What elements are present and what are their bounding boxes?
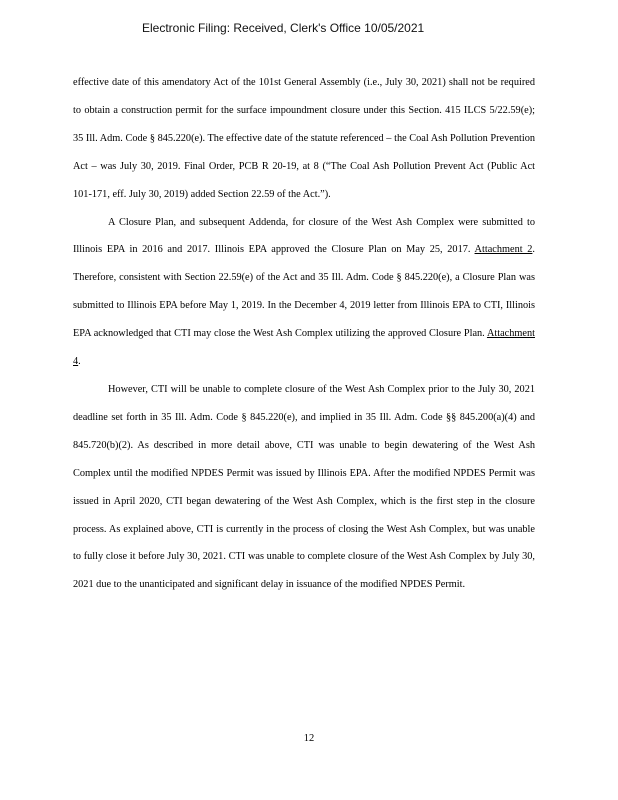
- paragraph-statute-effective-date: effective date of this amendatory Act of the 101st General Assembly (i.e., July 30, 2021) shall not be required to obtain a construction permit for the surface impoundment closure under this Section. 415 ILCS 5/22.59(e); 35 Ill. Adm. Code § 845.220(e). The effective date of the statute referenced – the Coal Ash Pollution Prevention Act – was July 30, 2019. Final Order, PCB R 20-19, at 8 (“The Coal Ash Pollution Prevent Act (Public Act 101-171, eff. July 30, 2019) added Section 22.59 of the Act.”).: [73, 77, 535, 200]
- attachment-2-reference: Attachment 2: [474, 244, 533, 256]
- paragraph-closure-plan: A Closure Plan, and subsequent Addenda, for closure of the West Ash Complex were submitted to Illinois EPA in 2016 and 2017. Illinois EPA approved the Closure Plan on May 25, 2017. Attachment 2. Therefore, consistent with Section 22.59(e) of the Act and 35 Ill. Adm. Code § 845.220(e), a Closure Plan was submitted to Illinois EPA before May 1, 2019. In the December 4, 2019 letter from Illinois EPA to CTI, Illinois EPA acknowledged that CTI may close the West Ash Complex utilizing the approved Closure Plan. Attachment 4.: [73, 216, 535, 368]
- document-body: [73, 69, 535, 599]
- attachment-4-reference: Attachment 4: [73, 328, 535, 368]
- closure-plan-text-part1: A Closure Plan, and subsequent Addenda, for closure of the West Ash Complex were submitted to Illinois EPA in 2016 and 2017. Illinois EPA approved the Closure Plan on May 25, 2017.: [73, 216, 535, 256]
- paragraph-unable-to-complete: However, CTI will be unable to complete closure of the West Ash Complex prior to the July 30, 2021 deadline set forth in 35 Ill. Adm. Code § 845.220(e), and implied in 35 Ill. Adm. Code §§ 845.200(a)(4) and 845.720(b)(2). As described in more detail above, CTI was unable to begin dewatering of the West Ash Complex until the modified NPDES Permit was issued by Illinois EPA. After the modified NPDES Permit was issued in April 2020, CTI began dewatering of the West Ash Complex, which is the first step in the closure process. As explained above, CTI is currently in the process of closing the West Ash Complex, but was unable to fully close it before July 30, 2021. CTI was unable to complete closure of the West Ash Complex by July 30, 2021 due to the unanticipated and significant delay in issuance of the modified NPDES Permit.: [73, 383, 535, 591]
- closure-plan-text-part2: . Therefore, consistent with Section 22.59(e) of the Act and 35 Ill. Adm. Code § 845.220(e), a Closure Plan was submitted to Illinois EPA before May 1, 2019. In the December 4, 2019 letter from Illinois EPA to CTI, Illinois EPA acknowledged that CTI may close the West Ash Complex utilizing the approved Closure Plan.: [73, 244, 535, 340]
- page-number: 12: [303, 733, 315, 744]
- electronic-filing-stamp: Electronic Filing: Received, Clerk's Office 10/05/2021: [142, 21, 425, 35]
